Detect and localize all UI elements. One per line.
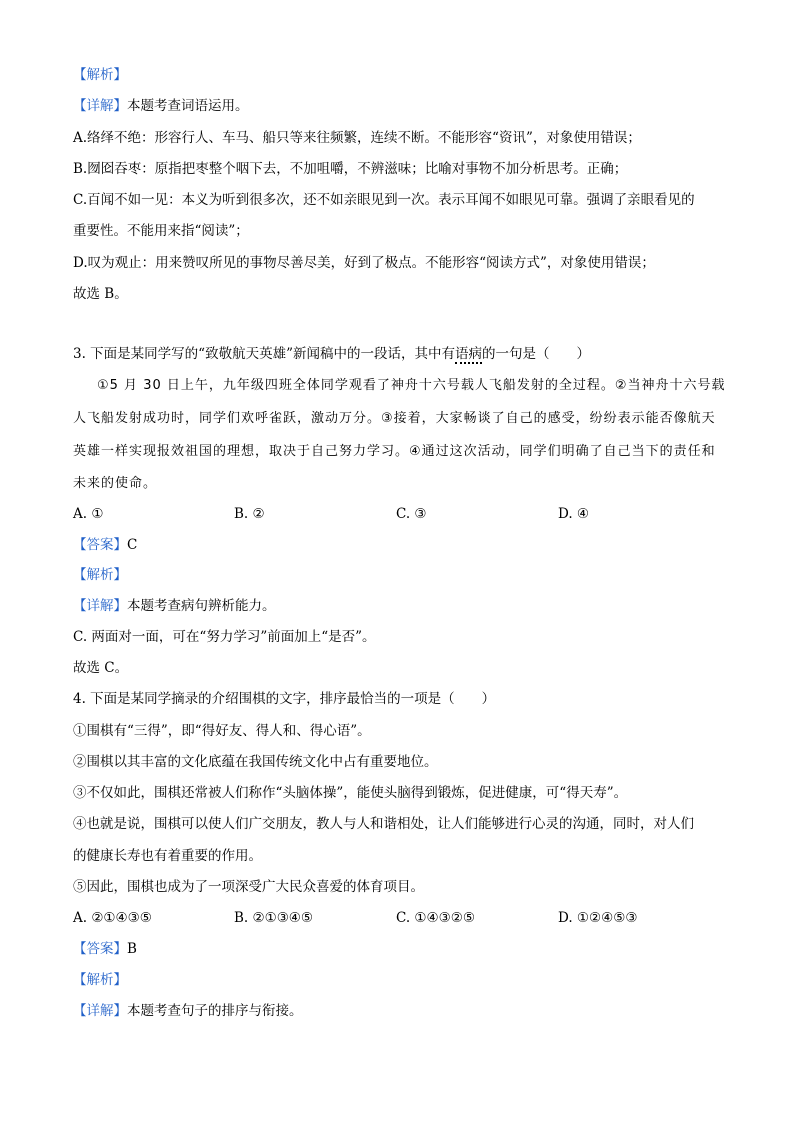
q3-option-b: B. ② (234, 506, 265, 522)
detail-line (73, 97, 249, 115)
q4-detail-label: 【详解】 (73, 1003, 127, 1019)
q3-detail-text: 本题考查病句辨析能力。 (127, 598, 276, 614)
q3-stem-post: 的一句是（ ） (481, 346, 590, 362)
analysis-label: 【解析】 (73, 67, 127, 83)
q3-stem-dotted: 语病 (454, 346, 482, 362)
q4-sentence-5: ⑤因此，围棋也成为了一项深受广大民众喜爱的体育项目。 (73, 879, 424, 895)
q4-answer-label: 【答案】 (73, 941, 127, 957)
q4-analysis-label: 【解析】 (73, 972, 127, 988)
detail-label: 【详解】 (73, 98, 127, 114)
q4-answer (73, 940, 137, 958)
q4-answer-value: B (127, 941, 137, 957)
q2-conclusion: 故选 B。 (73, 286, 128, 302)
q3-answer (73, 536, 137, 554)
q3-option-c: C. ③ (396, 506, 427, 522)
q4-option-d: D. ①②④⑤③ (558, 910, 638, 926)
q2-option-a-explain: A.络绎不绝：形容行人、车马、船只等来往频繁，连续不断。不能形容“资讯”，对象使用错误； (73, 130, 641, 146)
q4-sentence-4: ④也就是说，围棋可以使人们广交朋友，教人与人和谐相处，让人们能够进行心灵的沟通，同时，对人们 (73, 816, 694, 832)
q3-option-a: A. ① (73, 506, 104, 522)
q3-passage-line-4: 未来的使命。 (73, 476, 158, 491)
q2-option-b-explain: B.囫囵吞枣：原指把枣整个咽下去，不加咀嚼，不辨滋味；比喻对事物不加分析思考。正确； (73, 161, 628, 177)
q4-option-a: A. ②①④③⑤ (73, 910, 152, 926)
q4-stem: 4. 下面是某同学摘录的介绍围棋的文字，排序最恰当的一项是（ ） (73, 691, 496, 707)
q3-stem (73, 345, 590, 363)
q3-detail (73, 597, 276, 615)
detail-text: 本题考查词语运用。 (127, 98, 249, 114)
q3-conclusion: 故选 C。 (73, 660, 129, 676)
q4-option-b: B. ②①③④⑤ (234, 910, 314, 926)
q3-option-d: D. ④ (558, 506, 590, 522)
q4-sentence-3: ③不仅如此，围棋还常被人们称作“头脑体操”，能使头脑得到锻炼，促进健康，可“得天寿”。 (73, 785, 628, 801)
q2-option-d-explain: D.叹为观止：用来赞叹所见的事物尽善尽美，好到了极点。不能形容“阅读方式”，对象使用错误； (73, 255, 655, 271)
q3-answer-value: C (127, 537, 138, 553)
q4-detail (73, 1002, 303, 1020)
q3-passage-line-2: 人飞船发射成功时，同学们欢呼雀跃，激动万分。③接着，大家畅谈了自己的感受，纷纷表示能否像航天 (73, 411, 716, 426)
q4-detail-text: 本题考查句子的排序与衔接。 (127, 1003, 303, 1019)
q2-option-c-explain: C.百闻不如一见：本义为听到很多次，还不如亲眼见到一次。表示耳闻不如眼见可靠。强调了亲眼看见的 (73, 192, 695, 208)
q4-option-c: C. ①④③②⑤ (396, 910, 475, 926)
q4-sentence-4-cont: 的健康长寿也有着重要的作用。 (73, 848, 262, 864)
q2-option-c-explain-cont: 重要性。不能用来指“阅读”； (73, 223, 249, 239)
q3-explain: C. 两面对一面，可在“努力学习”前面加上“是否”。 (73, 629, 376, 645)
q3-stem-pre: 3. 下面是某同学写的“致敬航天英雄”新闻稿中的一段话，其中有 (73, 346, 455, 362)
q3-analysis-label: 【解析】 (73, 567, 127, 583)
answer-label: 【答案】 (73, 537, 127, 553)
q3-detail-label: 【详解】 (73, 598, 127, 614)
q4-sentence-2: ②围棋以其丰富的文化底蕴在我国传统文化中占有重要地位。 (73, 754, 438, 770)
q3-passage-line-3: 英雄一样实现报效祖国的理想，取决于自己努力学习。④通过这次活动，同学们明确了自己当下的责任和 (73, 444, 716, 459)
q3-passage-line-1: ①5 月 30 日上午，九年级四班全体同学观看了神舟十六号载人飞船发射的全过程。②当神舟十六号载 (97, 378, 726, 393)
q4-sentence-1: ①围棋有“三得”，即“得好友、得人和、得心语”。 (73, 723, 371, 739)
